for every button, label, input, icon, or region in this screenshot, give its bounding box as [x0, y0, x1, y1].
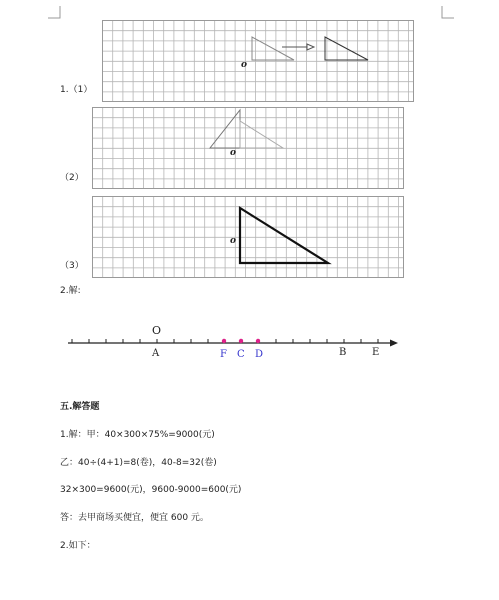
- answer-line-4: 答：去甲商场买便宜，便宜 600 元。: [60, 513, 209, 523]
- page-corner-mark-right: [440, 6, 454, 20]
- point-C-dot: [239, 339, 243, 343]
- grid-panel-1: [102, 20, 414, 102]
- origin-label: o: [230, 148, 237, 158]
- triangle-enlarged: [240, 208, 328, 263]
- triangle-original: [240, 121, 283, 148]
- q1-part1-label: 1.（1）: [60, 85, 93, 95]
- grid-panel-2: [92, 107, 404, 189]
- point-B-label: B: [339, 347, 347, 358]
- answer-line-1: 1.解：甲：40×300×75%=9000(元): [60, 430, 215, 440]
- point-A-label: A: [152, 348, 160, 359]
- triangle-translated: [325, 37, 368, 60]
- answer-line-3: 32×300=9600(元)，9600-9000=600(元): [60, 485, 242, 495]
- number-line-arrow: [390, 340, 398, 347]
- point-F-dot: [222, 339, 226, 343]
- origin-label: o: [230, 236, 237, 246]
- q1-part3-label: （3）: [60, 261, 84, 271]
- origin-label: o: [241, 60, 248, 70]
- point-O-label: O: [152, 324, 162, 337]
- grid-lines: [102, 20, 414, 102]
- translation-arrow-head: [307, 44, 314, 50]
- point-F-label: F: [220, 349, 227, 360]
- triangle-original: [252, 37, 294, 60]
- grid-panel-3: [92, 196, 404, 278]
- section-title: 五.解答题: [60, 402, 100, 412]
- point-D-dot: [256, 339, 260, 343]
- point-E-label: E: [372, 347, 380, 358]
- page-corner-mark-left: [48, 6, 62, 20]
- answer-line-2: 乙：40÷(4+1)=8(卷)，40-8=32(卷): [60, 458, 217, 468]
- point-C-label: C: [237, 349, 245, 360]
- number-line: [60, 320, 405, 365]
- q2-label: 2.解:: [60, 286, 81, 296]
- point-D-label: D: [255, 349, 264, 360]
- answer-line-5: 2.如下：: [60, 541, 96, 551]
- q1-part2-label: （2）: [60, 173, 84, 183]
- grid-lines: [92, 196, 404, 278]
